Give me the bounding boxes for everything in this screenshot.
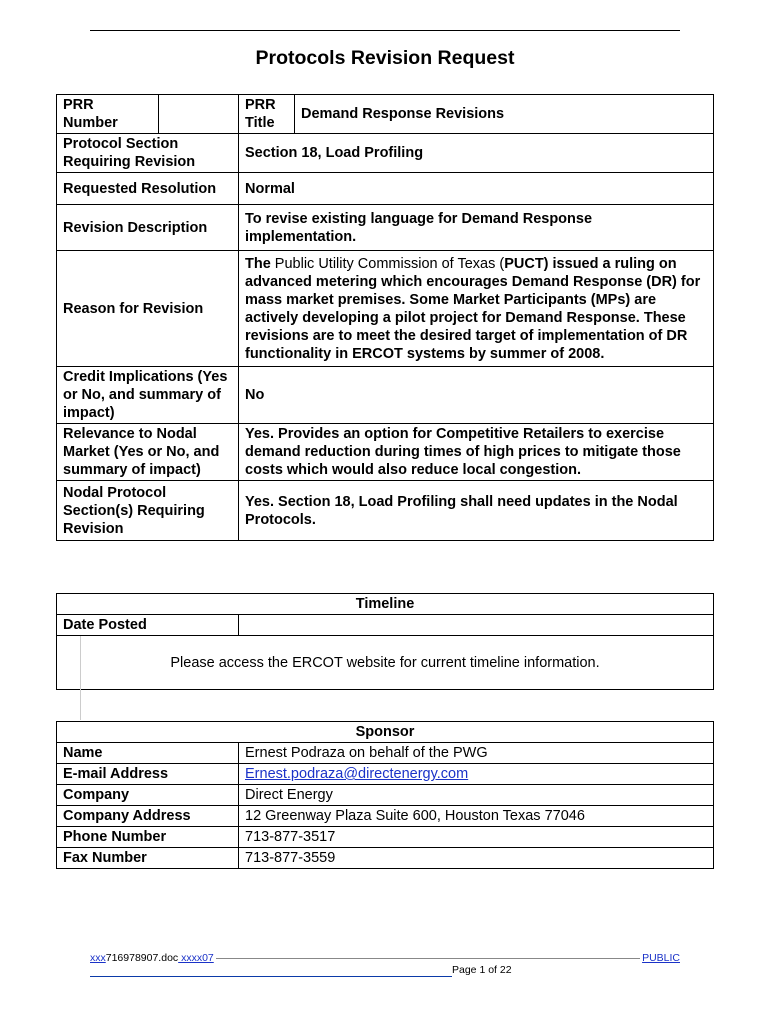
timeline-header: Timeline <box>57 594 714 615</box>
prr-title-label: PRR Title <box>239 95 295 134</box>
nodal-relevance-label: Relevance to Nodal Market (Yes or No, and summary of impact) <box>57 424 239 481</box>
nodal-relevance-value: Yes. Provides an option for Competitive Retailers to exercise demand reduction during times of high prices to mitigate those costs which would also reduce local congestion. <box>239 424 714 481</box>
protocol-section-label: Protocol Section Requiring Revision <box>57 134 239 173</box>
timeline-note-spacer <box>57 636 81 690</box>
sponsor-header: Sponsor <box>57 722 714 743</box>
sponsor-label-address: Company Address <box>57 806 239 827</box>
requested-resolution-value: Normal <box>239 173 714 205</box>
footer-ref-suffix: xxxx07 <box>178 952 214 964</box>
footer-file: 716978907.doc <box>105 952 179 964</box>
footer-rule-bottom <box>90 976 452 977</box>
sponsor-row <box>57 848 714 869</box>
sponsor-table <box>56 721 714 869</box>
reason-text-2: Public Utility Commission of Texas ( <box>270 255 505 272</box>
sponsor-value-email <box>239 764 714 785</box>
revision-description-label: Revision Description <box>57 205 239 251</box>
prr-number-value <box>159 95 239 134</box>
sponsor-row <box>57 806 714 827</box>
sponsor-row <box>57 743 714 764</box>
timeline-bracket <box>80 686 81 720</box>
nodal-relevance-row <box>57 424 714 481</box>
timeline-note: Please access the ERCOT website for current timeline information. <box>81 636 714 690</box>
revision-description-row <box>57 205 714 251</box>
credit-row <box>57 367 714 424</box>
timeline-table <box>56 593 714 690</box>
sponsor-value-phone: 713-877-3517 <box>239 827 714 848</box>
sponsor-row <box>57 785 714 806</box>
page-title: Protocols Revision Request <box>255 47 515 69</box>
protocol-section-value: Section 18, Load Profiling <box>239 134 714 173</box>
footer-page-number: Page 1 of 22 <box>452 964 512 976</box>
sponsor-label-name: Name <box>57 743 239 764</box>
nodal-section-value: Yes. Section 18, Load Profiling shall need updates in the Nodal Protocols. <box>239 481 714 541</box>
requested-resolution-label: Requested Resolution <box>57 173 239 205</box>
reason-value <box>239 251 714 367</box>
revision-description-value: To revise existing language for Demand Response implementation. <box>239 205 714 251</box>
requested-resolution-row <box>57 173 714 205</box>
timeline-header-row <box>57 594 714 615</box>
date-posted-row <box>57 615 714 636</box>
sponsor-value-company: Direct Energy <box>239 785 714 806</box>
prr-row <box>57 95 714 134</box>
protocol-section-row <box>57 134 714 173</box>
sponsor-label-email: E-mail Address <box>57 764 239 785</box>
sponsor-row <box>57 764 714 785</box>
credit-label: Credit Implications (Yes or No, and summary of impact) <box>57 367 239 424</box>
header-rule <box>90 30 680 31</box>
nodal-section-label: Nodal Protocol Section(s) Requiring Revision <box>57 481 239 541</box>
sponsor-label-company: Company <box>57 785 239 806</box>
reason-text-1: The <box>245 255 271 272</box>
footer-ref-prefix: xxx <box>90 952 106 964</box>
sponsor-header-row <box>57 722 714 743</box>
footer-classification: PUBLIC <box>642 952 680 964</box>
email-link[interactable]: Ernest.podraza@directenergy.com <box>245 766 469 782</box>
sponsor-value-fax: 713-877-3559 <box>239 848 714 869</box>
date-posted-value <box>239 615 714 636</box>
credit-value: No <box>239 367 714 424</box>
sponsor-row <box>57 827 714 848</box>
prr-table <box>56 94 714 541</box>
sponsor-label-fax: Fax Number <box>57 848 239 869</box>
sponsor-value-address: 12 Greenway Plaza Suite 600, Houston Texas 77046 <box>239 806 714 827</box>
date-posted-label: Date Posted <box>57 615 239 636</box>
sponsor-value-name: Ernest Podraza on behalf of the PWG <box>239 743 714 764</box>
reason-row <box>57 251 714 367</box>
sponsor-label-phone: Phone Number <box>57 827 239 848</box>
prr-title-value: Demand Response Revisions <box>295 95 714 134</box>
reason-label: Reason for Revision <box>57 251 239 367</box>
prr-number-label: PRR Number <box>57 95 159 134</box>
timeline-note-row <box>57 636 714 690</box>
nodal-section-row <box>57 481 714 541</box>
reason-text-3: PUCT) issued a ruling on advanced metering which encourages Demand Response (DR) for mass market premises. Some Market Participants (MPs) are actively developing a pilot project for Demand Response. These revisions are to meet the desired target of implementation of DR functionality in ERCOT systems by summer of 2008. <box>245 255 701 362</box>
footer-file-ref <box>90 952 216 964</box>
